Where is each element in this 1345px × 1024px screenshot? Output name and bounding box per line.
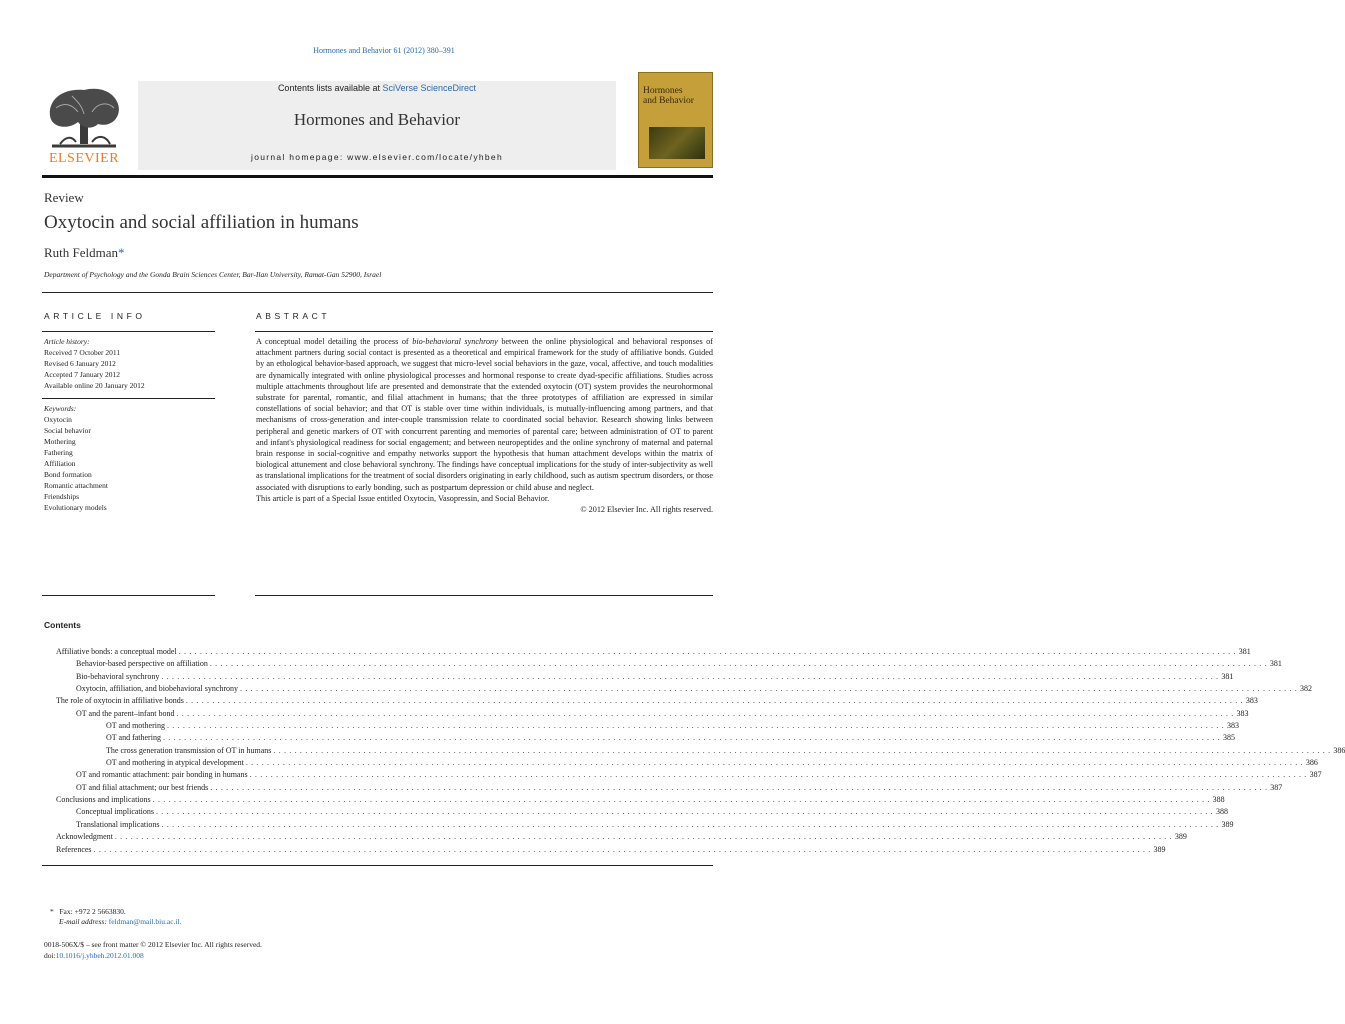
journal-banner: [42, 72, 713, 170]
toc-entry-page: 381: [1238, 647, 1251, 656]
toc-entry-page: 382: [1300, 684, 1313, 694]
abstract-body: [256, 336, 713, 515]
toc-entry-page: 385: [1222, 733, 1235, 743]
header-divider: [42, 175, 713, 178]
history-rule: [42, 398, 215, 399]
toc-entry[interactable]: [56, 646, 1251, 658]
info-bottom-rule: [42, 595, 215, 596]
journal-cover-thumbnail: [638, 72, 713, 168]
author-email-link[interactable]: feldman@mail.biu.ac.il.: [108, 917, 182, 926]
toc-entry-page: 386: [1305, 758, 1318, 768]
toc-entry-page: 383: [1226, 721, 1239, 731]
toc-leader-dots: ........................................................................................................................................................................................................: [152, 795, 1213, 805]
journal-homepage[interactable]: journal homepage: www.elsevier.com/locate/yhbeh: [251, 152, 503, 162]
toc-entry-page: 381: [1269, 659, 1282, 669]
abstract-heading: ABSTRACT: [256, 311, 331, 321]
toc-entry[interactable]: [56, 782, 1283, 794]
toc-entry-page: 389: [1221, 819, 1234, 829]
toc-leader-dots: ........................................................................................................................................................................................................: [249, 770, 1310, 780]
keywords-label: Keywords:: [44, 404, 77, 413]
toc-entry-title: Conceptual implications: [76, 807, 154, 817]
history-label: Article history:: [44, 337, 90, 346]
keyword-item: Oxytocin: [44, 415, 72, 424]
toc-entry-title: OT and mothering in atypical development: [106, 758, 244, 768]
footnote-email: E-mail address: feldman@mail.biu.ac.il.: [59, 917, 182, 926]
article-type: Review: [44, 190, 84, 205]
abstract-bottom-rule: [255, 595, 713, 596]
contents-bottom-rule: [42, 865, 713, 866]
toc-entry[interactable]: [56, 794, 1225, 806]
elsevier-tree-icon: [42, 82, 126, 150]
toc-entry[interactable]: [56, 844, 1166, 856]
keyword-item: Affiliation: [44, 459, 76, 468]
toc-entry-page: 383: [1236, 708, 1249, 718]
special-issue-note: This article is part of a Special Issue entitled Oxytocin, Vasopressin, and Social Behavior.: [256, 493, 550, 503]
keyword-item: Social behavior: [44, 426, 91, 435]
elsevier-logo: [42, 82, 126, 167]
journal-name: Hormones and Behavior: [293, 110, 461, 129]
toc-entry[interactable]: [56, 745, 1345, 757]
article-author: Ruth Feldman*: [44, 245, 125, 260]
toc-entry[interactable]: [56, 819, 1234, 831]
toc-entry-title: Translational implications: [76, 819, 160, 829]
contents-availability: Contents lists available at SciVerse ScienceDirect: [277, 83, 477, 93]
keyword-item: Evolutionary models: [44, 503, 107, 512]
toc-entry[interactable]: [56, 757, 1318, 769]
toc-entry-title: OT and the parent–infant bond: [76, 708, 175, 718]
toc-leader-dots: ........................................................................................................................................................................................................: [210, 782, 1271, 792]
history-item: Available online 20 January 2012: [44, 381, 145, 390]
info-heading-rule: [42, 331, 215, 332]
toc-entry[interactable]: [56, 671, 1234, 683]
toc-entry-title: OT and filial attachment; our best friends: [76, 782, 209, 792]
article-title: Oxytocin and social affiliation in humans: [44, 212, 359, 233]
toc-leader-dots: ........................................................................................................................................................................................................: [162, 733, 1223, 743]
toc-leader-dots: ........................................................................................................................................................................................................: [161, 819, 1222, 829]
toc-entry[interactable]: [56, 720, 1239, 732]
doi-line: doi:10.1016/j.yhbeh.2012.01.008: [44, 951, 144, 960]
table-of-contents: [56, 646, 1345, 856]
cover-title: Hormones and Behavior: [643, 86, 694, 106]
toc-leader-dots: ........................................................................................................................................................................................................: [209, 659, 1270, 669]
toc-entry-title: Acknowledgment: [56, 832, 113, 842]
toc-entry-title: The cross generation transmission of OT in humans: [106, 745, 272, 755]
toc-leader-dots: ........................................................................................................................................................................................................: [273, 745, 1334, 755]
toc-leader-dots: ........................................................................................................................................................................................................: [93, 844, 1154, 854]
contents-heading: Contents: [44, 620, 81, 630]
toc-entry[interactable]: [56, 831, 1187, 843]
history-item: Revised 6 January 2012: [44, 359, 116, 368]
keyword-item: Bond formation: [44, 470, 92, 479]
journal-header-box: [138, 81, 616, 170]
toc-entry[interactable]: [56, 683, 1313, 695]
toc-entry-title: The role of oxytocin in affiliative bonds: [56, 696, 184, 706]
history-item: Accepted 7 January 2012: [44, 370, 121, 379]
toc-entry-title: Oxytocin, affiliation, and biobehavioral synchrony: [76, 684, 239, 694]
article-info-heading: ARTICLE INFO: [44, 311, 146, 321]
toc-entry-title: OT and romantic attachment: pair bonding in humans: [76, 770, 248, 780]
front-matter-line: 0018-506X/$ – see front matter © 2012 Elsevier Inc. All rights reserved.: [44, 940, 262, 949]
toc-entry-page: 389: [1153, 844, 1166, 854]
cover-image: [649, 127, 705, 159]
abstract-text: A conceptual model detailing the process of bio-behavioral synchrony between the online physiological and behavioral responses of attachment partners during social contact is presented as a theoretical and empirical framework for the study of affiliative bonds. Guided by an ethological behavior-based approach, we suggest that micro-level social behaviors in the gaze, vocal, affective, and touch modalities are dynamically integrated with online physiological processes and hormonal response to create dyad-specific affiliations. Studies across multiple attachments throughout life are presented and demonstrate that the extended oxytocin (OT) system provides the neurohormonal substrate for parental, romantic, and filial attachment in humans; that the three prototypes of affiliation are expressed in similar constellations of social behavior; and that OT is stable over time within individuals, is mutually-influencing among partners, and that mechanisms of cross-generation and inter-couple transmission relate to coordinated social behavior. Research showing links between peripheral and genetic markers of OT with concurrent parenting and memories of parental care; between administration of OT to parent and infant's physiological readiness for social engagement; and between neuropeptides and the online synchrony of maternal and paternal brain response in social-cognitive and empathy networks support the hypothesis that human attachment develops within the matrix of biological attunement and close behavioral synchrony. The findings have conceptual implications for the study of inter-subjectivity as well as translational implications for the treatment of social disorders originating in early childhood, such as autism spectrum disorders, or those associated with disruptions to early bonding, such as postpartum depression or child abuse and neglect.: [256, 337, 714, 492]
author-footnote: [50, 907, 181, 926]
history-item: Received 7 October 2011: [44, 348, 121, 357]
toc-leader-dots: ........................................................................................................................................................................................................: [176, 708, 1237, 718]
toc-leader-dots: ........................................................................................................................................................................................................: [161, 671, 1222, 681]
keyword-item: Mothering: [44, 437, 76, 446]
toc-leader-dots: ........................................................................................................................................................................................................: [166, 721, 1227, 731]
keyword-item: Friendships: [44, 492, 80, 501]
toc-entry-page: 389: [1174, 832, 1187, 842]
toc-entry-page: 388: [1212, 795, 1225, 805]
toc-entry-title: Conclusions and implications: [56, 795, 151, 805]
publisher-wordmark: ELSEVIER: [48, 151, 120, 166]
author-footnote-mark[interactable]: *: [118, 245, 125, 260]
toc-entry[interactable]: [56, 695, 1258, 707]
toc-entry-title: References: [56, 844, 92, 854]
toc-entry-page: 388: [1215, 807, 1228, 817]
keywords-list: [44, 414, 214, 513]
toc-leader-dots: ........................................................................................................................................................................................................: [240, 684, 1301, 694]
keyword-item: Romantic attachment: [44, 481, 108, 490]
journal-citation[interactable]: Hormones and Behavior 61 (2012) 380–391: [313, 46, 455, 55]
toc-entry-page: 387: [1270, 782, 1283, 792]
history-list: [44, 347, 214, 391]
abstract-copyright: © 2012 Elsevier Inc. All rights reserved.: [580, 505, 713, 515]
toc-leader-dots: ........................................................................................................................................................................................................: [185, 696, 1246, 706]
toc-leader-dots: ........................................................................................................................................................................................................: [155, 807, 1216, 817]
toc-entry[interactable]: [56, 769, 1322, 781]
toc-leader-dots: ........................................................................................................................................................................................................: [114, 832, 1175, 842]
toc-entry-title: Affiliative bonds: a conceptual model: [56, 647, 177, 656]
sciencedirect-link[interactable]: SciVerse ScienceDirect: [382, 83, 477, 93]
toc-entry[interactable]: [56, 708, 1249, 720]
toc-entry-page: 386: [1333, 745, 1345, 755]
toc-leader-dots: ........................................................................................................................................................................................................: [245, 758, 1306, 768]
keyword-item: Fathering: [44, 448, 73, 457]
toc-entry[interactable]: [56, 806, 1228, 818]
title-divider: [42, 292, 713, 293]
article-history: [44, 336, 214, 391]
toc-entry-page: 381: [1221, 671, 1234, 681]
toc-entry-title: OT and fathering: [106, 733, 161, 743]
toc-entry-title: Bio-behavioral synchrony: [76, 671, 160, 681]
footnote-fax: * Fax: +972 2 5663830.: [50, 907, 126, 916]
toc-entry-title: OT and mothering: [106, 721, 165, 731]
toc-entry[interactable]: [56, 658, 1282, 670]
abstract-heading-rule: [255, 331, 713, 332]
doi-link[interactable]: 10.1016/j.yhbeh.2012.01.008: [55, 951, 144, 960]
toc-entry-page: 387: [1309, 770, 1322, 780]
toc-entry[interactable]: [56, 732, 1235, 744]
toc-entry-title: Behavior-based perspective on affiliation: [76, 659, 208, 669]
keywords-block: [44, 403, 214, 513]
author-affiliation: Department of Psychology and the Gonda Brain Sciences Center, Bar-Ilan University, Ramat-Gan 52900, Israel: [44, 270, 382, 279]
toc-leader-dots: ........................................................................................................................................................................................................: [178, 647, 1239, 656]
toc-entry-page: 383: [1245, 696, 1258, 706]
